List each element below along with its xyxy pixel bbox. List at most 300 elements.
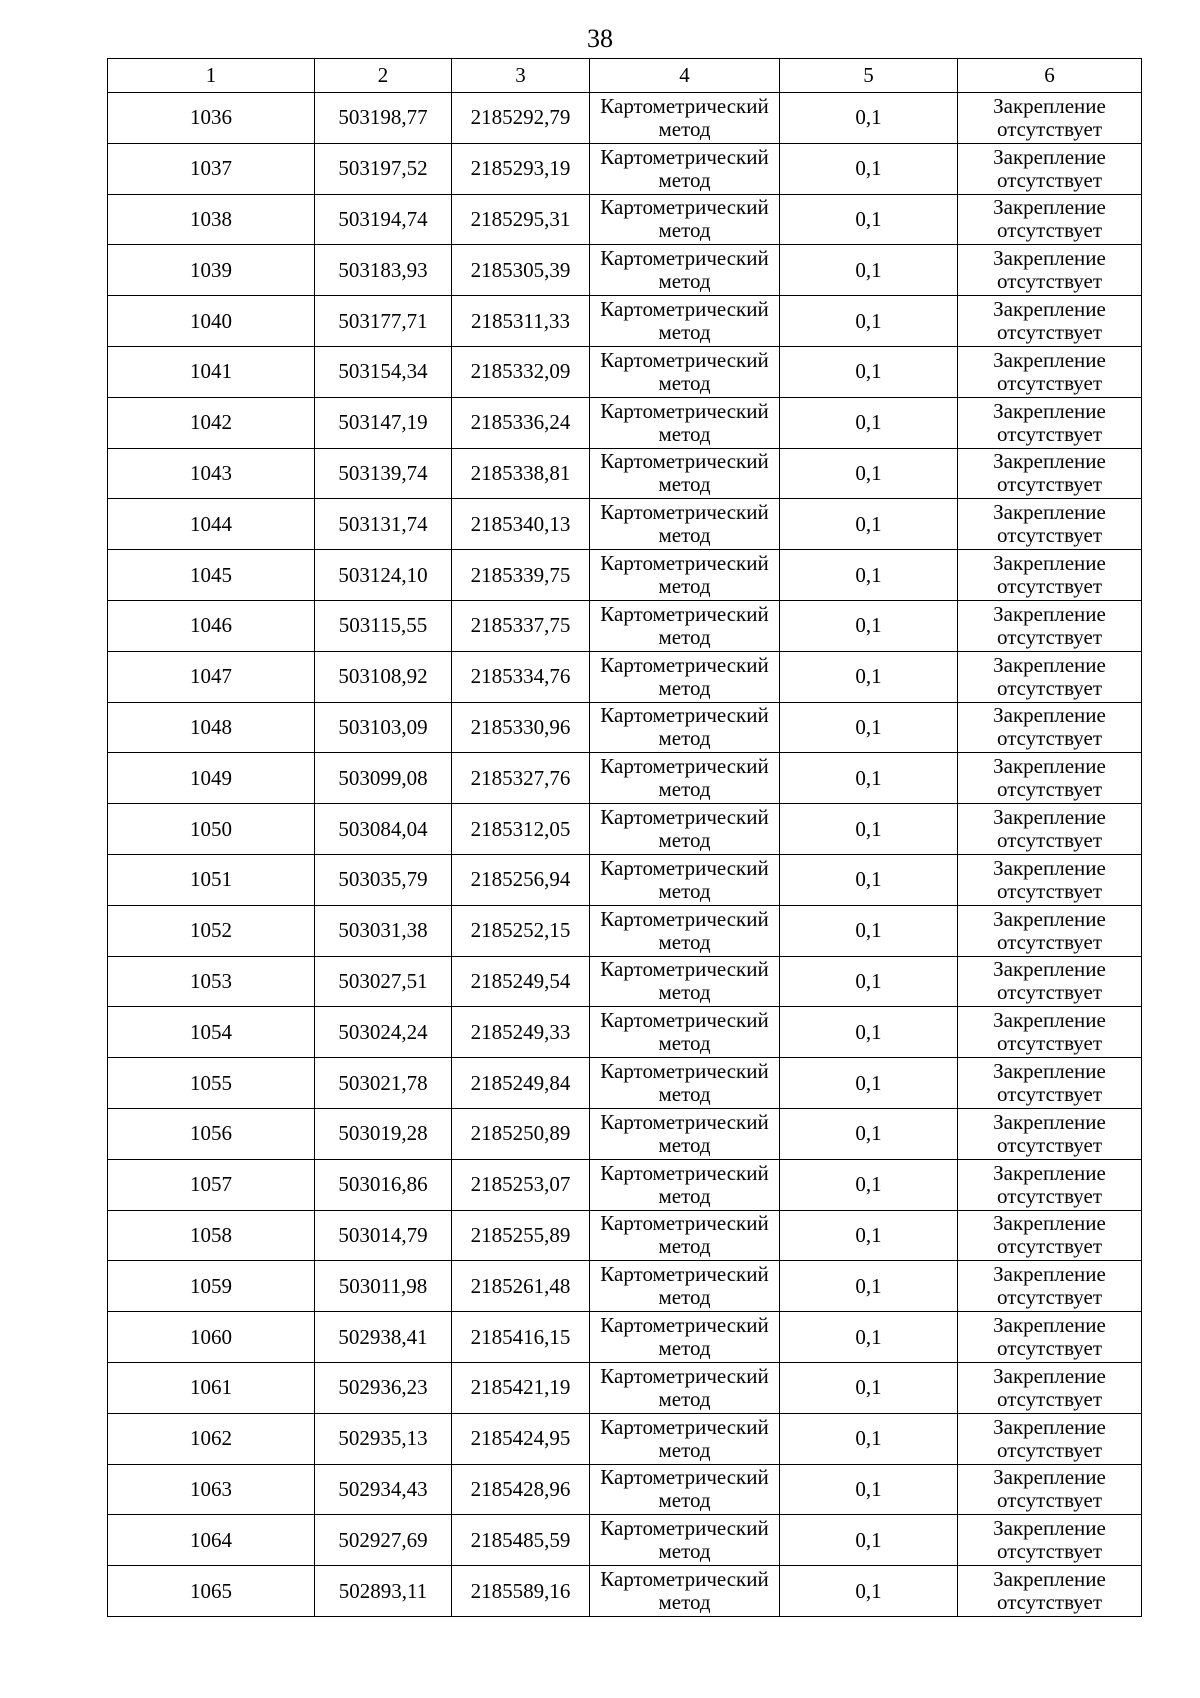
method-cell: [590, 753, 780, 804]
method-text: Картометрический: [600, 906, 769, 931]
fixing-text: отсутствует: [996, 828, 1103, 853]
x-coordinate-cell: 503103,09: [315, 702, 452, 753]
point-number-cell: 1055: [108, 1058, 315, 1109]
accuracy-cell: 0,1: [780, 753, 958, 804]
fixing-text: отсутствует: [996, 1386, 1103, 1411]
x-coordinate-cell: 503084,04: [315, 804, 452, 855]
accuracy-cell: 0,1: [780, 93, 958, 144]
y-coordinate-cell: 2185338,81: [452, 448, 590, 499]
fixing-text: Закрепление: [993, 652, 1106, 677]
table-row: [108, 651, 1142, 702]
method-cell: [590, 1108, 780, 1159]
accuracy-cell: 0,1: [780, 651, 958, 702]
method-cell: [590, 143, 780, 194]
method-text: Картометрический: [600, 1211, 769, 1236]
table-body: [108, 93, 1142, 1617]
fixing-cell: [958, 1210, 1142, 1261]
table-row: [108, 93, 1142, 144]
x-coordinate-cell: 502935,13: [315, 1413, 452, 1464]
point-number-cell: 1052: [108, 905, 315, 956]
point-number-cell: 1040: [108, 296, 315, 347]
accuracy-cell: 0,1: [780, 1108, 958, 1159]
x-coordinate-cell: 502934,43: [315, 1464, 452, 1515]
accuracy-cell: 0,1: [780, 397, 958, 448]
fixing-cell: [958, 804, 1142, 855]
accuracy-cell: 0,1: [780, 1566, 958, 1617]
point-number-cell: 1060: [108, 1312, 315, 1363]
table-row: [108, 143, 1142, 194]
accuracy-cell: 0,1: [780, 245, 958, 296]
method-text: Картометрический: [600, 93, 769, 118]
table-row: [108, 1108, 1142, 1159]
accuracy-cell: 0,1: [780, 1413, 958, 1464]
fixing-text: Закрепление: [993, 1008, 1106, 1033]
accuracy-cell: 0,1: [780, 1007, 958, 1058]
header-col-4: 4: [590, 59, 780, 93]
page-number: 38: [587, 24, 613, 53]
point-number-cell: 1062: [108, 1413, 315, 1464]
method-text: метод: [658, 980, 711, 1005]
point-number-cell: 1059: [108, 1261, 315, 1312]
method-cell: [590, 397, 780, 448]
point-number-cell: 1037: [108, 143, 315, 194]
method-text: Картометрический: [600, 246, 769, 271]
fixing-text: отсутствует: [996, 1539, 1103, 1564]
method-text: метод: [658, 218, 711, 243]
point-number-cell: 1045: [108, 550, 315, 601]
header-col-1: 1: [108, 59, 315, 93]
table-row: [108, 245, 1142, 296]
point-number-cell: 1065: [108, 1566, 315, 1617]
y-coordinate-cell: 2185330,96: [452, 702, 590, 753]
fixing-cell: [958, 1261, 1142, 1312]
y-coordinate-cell: 2185334,76: [452, 651, 590, 702]
table-row: [108, 905, 1142, 956]
fixing-text: Закрепление: [993, 1516, 1106, 1541]
y-coordinate-cell: 2185421,19: [452, 1362, 590, 1413]
method-text: метод: [658, 1285, 711, 1310]
method-text: метод: [658, 472, 711, 497]
x-coordinate-cell: 503014,79: [315, 1210, 452, 1261]
method-cell: [590, 1515, 780, 1566]
point-number-cell: 1039: [108, 245, 315, 296]
point-number-cell: 1064: [108, 1515, 315, 1566]
method-text: Картометрический: [600, 1160, 769, 1185]
x-coordinate-cell: 503139,74: [315, 448, 452, 499]
point-number-cell: 1047: [108, 651, 315, 702]
accuracy-cell: 0,1: [780, 702, 958, 753]
method-text: метод: [658, 1437, 711, 1462]
fixing-text: Закрепление: [993, 805, 1106, 830]
fixing-text: Закрепление: [993, 957, 1106, 982]
method-cell: [590, 1464, 780, 1515]
method-text: метод: [658, 624, 711, 649]
x-coordinate-cell: 502927,69: [315, 1515, 452, 1566]
fixing-cell: [958, 1159, 1142, 1210]
y-coordinate-cell: 2185253,07: [452, 1159, 590, 1210]
method-cell: [590, 296, 780, 347]
method-cell: [590, 93, 780, 144]
method-cell: [590, 1566, 780, 1617]
accuracy-cell: 0,1: [780, 499, 958, 550]
point-number-cell: 1038: [108, 194, 315, 245]
method-cell: [590, 905, 780, 956]
x-coordinate-cell: 503194,74: [315, 194, 452, 245]
y-coordinate-cell: 2185249,54: [452, 956, 590, 1007]
table-row: [108, 296, 1142, 347]
fixing-text: Закрепление: [993, 1465, 1106, 1490]
accuracy-cell: 0,1: [780, 448, 958, 499]
x-coordinate-cell: 503035,79: [315, 854, 452, 905]
table-row: [108, 346, 1142, 397]
accuracy-cell: 0,1: [780, 1464, 958, 1515]
method-text: Картометрический: [600, 1109, 769, 1134]
fixing-text: отсутствует: [996, 675, 1103, 700]
header-col-5: 5: [780, 59, 958, 93]
x-coordinate-cell: 503177,71: [315, 296, 452, 347]
accuracy-cell: 0,1: [780, 854, 958, 905]
method-cell: [590, 702, 780, 753]
accuracy-cell: 0,1: [780, 550, 958, 601]
point-number-cell: 1050: [108, 804, 315, 855]
fixing-text: Закрепление: [993, 195, 1106, 220]
fixing-text: отсутствует: [996, 116, 1103, 141]
accuracy-cell: 0,1: [780, 804, 958, 855]
method-text: метод: [658, 421, 711, 446]
y-coordinate-cell: 2185428,96: [452, 1464, 590, 1515]
header-row: [108, 59, 1142, 93]
accuracy-cell: 0,1: [780, 296, 958, 347]
method-text: метод: [658, 878, 711, 903]
fixing-text: Закрепление: [993, 246, 1106, 271]
accuracy-cell: 0,1: [780, 600, 958, 651]
point-number-cell: 1042: [108, 397, 315, 448]
fixing-text: Закрепление: [993, 1160, 1106, 1185]
y-coordinate-cell: 2185340,13: [452, 499, 590, 550]
method-text: метод: [658, 1082, 711, 1107]
method-text: метод: [658, 1336, 711, 1361]
method-text: Картометрический: [600, 1262, 769, 1287]
method-cell: [590, 245, 780, 296]
fixing-cell: [958, 1566, 1142, 1617]
fixing-cell: [958, 1312, 1142, 1363]
fixing-cell: [958, 600, 1142, 651]
fixing-cell: [958, 245, 1142, 296]
method-text: метод: [658, 1386, 711, 1411]
table-row: [108, 1210, 1142, 1261]
point-number-cell: 1043: [108, 448, 315, 499]
y-coordinate-cell: 2185249,84: [452, 1058, 590, 1109]
point-number-cell: 1058: [108, 1210, 315, 1261]
method-text: Картометрический: [600, 1465, 769, 1490]
fixing-cell: [958, 702, 1142, 753]
method-text: метод: [658, 370, 711, 395]
method-text: метод: [658, 1539, 711, 1564]
y-coordinate-cell: 2185311,33: [452, 296, 590, 347]
fixing-text: отсутствует: [996, 624, 1103, 649]
fixing-text: Закрепление: [993, 449, 1106, 474]
accuracy-cell: 0,1: [780, 1261, 958, 1312]
fixing-cell: [958, 1007, 1142, 1058]
method-cell: [590, 194, 780, 245]
method-text: Картометрический: [600, 601, 769, 626]
fixing-text: Закрепление: [993, 1262, 1106, 1287]
fixing-text: отсутствует: [996, 878, 1103, 903]
fixing-text: Закрепление: [993, 398, 1106, 423]
y-coordinate-cell: 2185256,94: [452, 854, 590, 905]
x-coordinate-cell: 503115,55: [315, 600, 452, 651]
point-number-cell: 1057: [108, 1159, 315, 1210]
method-cell: [590, 1312, 780, 1363]
method-cell: [590, 1007, 780, 1058]
table-row: [108, 956, 1142, 1007]
point-number-cell: 1056: [108, 1108, 315, 1159]
y-coordinate-cell: 2185249,33: [452, 1007, 590, 1058]
method-cell: [590, 346, 780, 397]
fixing-cell: [958, 397, 1142, 448]
fixing-text: отсутствует: [996, 1183, 1103, 1208]
method-text: метод: [658, 1031, 711, 1056]
accuracy-cell: 0,1: [780, 1515, 958, 1566]
y-coordinate-cell: 2185337,75: [452, 600, 590, 651]
table-row: [108, 1413, 1142, 1464]
fixing-text: Закрепление: [993, 601, 1106, 626]
fixing-text: отсутствует: [996, 1031, 1103, 1056]
x-coordinate-cell: 503021,78: [315, 1058, 452, 1109]
table-row: [108, 1566, 1142, 1617]
fixing-text: отсутствует: [996, 1234, 1103, 1259]
method-text: Картометрический: [600, 652, 769, 677]
fixing-text: Закрепление: [993, 93, 1106, 118]
fixing-cell: [958, 651, 1142, 702]
fixing-text: Закрепление: [993, 1211, 1106, 1236]
table-row: [108, 550, 1142, 601]
fixing-text: Закрепление: [993, 1567, 1106, 1591]
method-text: метод: [658, 1590, 711, 1614]
y-coordinate-cell: 2185252,15: [452, 905, 590, 956]
method-text: Картометрический: [600, 957, 769, 982]
fixing-cell: [958, 346, 1142, 397]
method-text: Картометрический: [600, 500, 769, 525]
fixing-text: Закрепление: [993, 1363, 1106, 1388]
point-number-cell: 1046: [108, 600, 315, 651]
method-text: метод: [658, 116, 711, 141]
fixing-cell: [958, 1413, 1142, 1464]
fixing-text: отсутствует: [996, 726, 1103, 751]
y-coordinate-cell: 2185261,48: [452, 1261, 590, 1312]
fixing-cell: [958, 550, 1142, 601]
method-cell: [590, 956, 780, 1007]
fixing-cell: [958, 956, 1142, 1007]
fixing-text: отсутствует: [996, 421, 1103, 446]
method-text: Картометрический: [600, 1313, 769, 1338]
accuracy-cell: 0,1: [780, 956, 958, 1007]
fixing-text: отсутствует: [996, 1590, 1103, 1614]
y-coordinate-cell: 2185255,89: [452, 1210, 590, 1261]
accuracy-cell: 0,1: [780, 1058, 958, 1109]
fixing-text: отсутствует: [996, 320, 1103, 345]
fixing-cell: [958, 1058, 1142, 1109]
fixing-text: Закрепление: [993, 1059, 1106, 1084]
y-coordinate-cell: 2185295,31: [452, 194, 590, 245]
fixing-text: отсутствует: [996, 370, 1103, 395]
method-text: Картометрический: [600, 398, 769, 423]
x-coordinate-cell: 502893,11: [315, 1566, 452, 1617]
y-coordinate-cell: 2185416,15: [452, 1312, 590, 1363]
table-row: [108, 499, 1142, 550]
y-coordinate-cell: 2185589,16: [452, 1566, 590, 1617]
header-col-3: 3: [452, 59, 590, 93]
fixing-text: отсутствует: [996, 1336, 1103, 1361]
fixing-text: отсутствует: [996, 1488, 1103, 1513]
point-number-cell: 1051: [108, 854, 315, 905]
fixing-text: отсутствует: [996, 574, 1103, 599]
table-row: [108, 600, 1142, 651]
accuracy-cell: 0,1: [780, 143, 958, 194]
accuracy-cell: 0,1: [780, 1159, 958, 1210]
method-text: метод: [658, 1488, 711, 1513]
method-text: Картометрический: [600, 805, 769, 830]
fixing-text: Закрепление: [993, 855, 1106, 880]
table-row: [108, 1362, 1142, 1413]
fixing-text: отсутствует: [996, 167, 1103, 192]
table-row: [108, 1058, 1142, 1109]
method-text: метод: [658, 1132, 711, 1157]
header-col-6: 6: [958, 59, 1142, 93]
point-number-cell: 1054: [108, 1007, 315, 1058]
fixing-cell: [958, 143, 1142, 194]
x-coordinate-cell: 503154,34: [315, 346, 452, 397]
fixing-text: Закрепление: [993, 297, 1106, 322]
fixing-text: Закрепление: [993, 1313, 1106, 1338]
fixing-text: Закрепление: [993, 500, 1106, 525]
method-cell: [590, 1362, 780, 1413]
x-coordinate-cell: 503131,74: [315, 499, 452, 550]
y-coordinate-cell: 2185424,95: [452, 1413, 590, 1464]
x-coordinate-cell: 502936,23: [315, 1362, 452, 1413]
table-row: [108, 1007, 1142, 1058]
accuracy-cell: 0,1: [780, 1362, 958, 1413]
fixing-text: отсутствует: [996, 929, 1103, 954]
x-coordinate-cell: 503027,51: [315, 956, 452, 1007]
method-cell: [590, 499, 780, 550]
table-row: [108, 194, 1142, 245]
method-text: метод: [658, 777, 711, 802]
method-text: метод: [658, 929, 711, 954]
x-coordinate-cell: 503197,52: [315, 143, 452, 194]
method-cell: [590, 550, 780, 601]
point-number-cell: 1048: [108, 702, 315, 753]
method-text: метод: [658, 1183, 711, 1208]
accuracy-cell: 0,1: [780, 905, 958, 956]
table-row: [108, 854, 1142, 905]
accuracy-cell: 0,1: [780, 1312, 958, 1363]
x-coordinate-cell: 503124,10: [315, 550, 452, 601]
x-coordinate-cell: 503016,86: [315, 1159, 452, 1210]
fixing-text: Закрепление: [993, 551, 1106, 576]
fixing-text: отсутствует: [996, 777, 1103, 802]
table-header: [108, 59, 1142, 93]
point-number-cell: 1049: [108, 753, 315, 804]
method-text: Картометрический: [600, 551, 769, 576]
fixing-text: отсутствует: [996, 1437, 1103, 1462]
fixing-text: Закрепление: [993, 144, 1106, 169]
table-row: [108, 702, 1142, 753]
y-coordinate-cell: 2185312,05: [452, 804, 590, 855]
fixing-cell: [958, 499, 1142, 550]
fixing-text: отсутствует: [996, 472, 1103, 497]
method-text: Картометрический: [600, 1516, 769, 1541]
method-cell: [590, 1413, 780, 1464]
method-cell: [590, 854, 780, 905]
x-coordinate-cell: 503011,98: [315, 1261, 452, 1312]
fixing-cell: [958, 1464, 1142, 1515]
y-coordinate-cell: 2185305,39: [452, 245, 590, 296]
method-text: Картометрический: [600, 1363, 769, 1388]
table-row: [108, 1159, 1142, 1210]
method-text: Картометрический: [600, 195, 769, 220]
fixing-cell: [958, 854, 1142, 905]
table-row: [108, 1464, 1142, 1515]
fixing-cell: [958, 1362, 1142, 1413]
method-cell: [590, 1261, 780, 1312]
x-coordinate-cell: 503019,28: [315, 1108, 452, 1159]
method-text: Картометрический: [600, 1567, 769, 1591]
method-text: Картометрический: [600, 1059, 769, 1084]
method-text: метод: [658, 523, 711, 548]
method-text: метод: [658, 320, 711, 345]
point-number-cell: 1053: [108, 956, 315, 1007]
method-text: Картометрический: [600, 703, 769, 728]
fixing-cell: [958, 448, 1142, 499]
fixing-text: Закрепление: [993, 906, 1106, 931]
fixing-text: Закрепление: [993, 754, 1106, 779]
fixing-cell: [958, 753, 1142, 804]
fixing-cell: [958, 1515, 1142, 1566]
fixing-text: Закрепление: [993, 1414, 1106, 1439]
method-text: метод: [658, 828, 711, 853]
fixing-cell: [958, 905, 1142, 956]
method-cell: [590, 448, 780, 499]
x-coordinate-cell: 503099,08: [315, 753, 452, 804]
y-coordinate-cell: 2185250,89: [452, 1108, 590, 1159]
y-coordinate-cell: 2185293,19: [452, 143, 590, 194]
table-row: [108, 1261, 1142, 1312]
fixing-text: Закрепление: [993, 1109, 1106, 1134]
method-text: Картометрический: [600, 347, 769, 372]
fixing-text: отсутствует: [996, 218, 1103, 243]
method-text: Картометрический: [600, 1414, 769, 1439]
x-coordinate-cell: 503024,24: [315, 1007, 452, 1058]
table-row: [108, 804, 1142, 855]
fixing-text: отсутствует: [996, 1082, 1103, 1107]
method-text: метод: [658, 167, 711, 192]
accuracy-cell: 0,1: [780, 1210, 958, 1261]
method-text: Картометрический: [600, 1008, 769, 1033]
coordinates-table: [107, 58, 1142, 1617]
fixing-cell: [958, 194, 1142, 245]
y-coordinate-cell: 2185327,76: [452, 753, 590, 804]
header-col-2: 2: [315, 59, 452, 93]
fixing-text: отсутствует: [996, 980, 1103, 1005]
method-cell: [590, 600, 780, 651]
method-cell: [590, 1058, 780, 1109]
table-row: [108, 397, 1142, 448]
fixing-text: отсутствует: [996, 269, 1103, 294]
fixing-cell: [958, 1108, 1142, 1159]
y-coordinate-cell: 2185332,09: [452, 346, 590, 397]
y-coordinate-cell: 2185292,79: [452, 93, 590, 144]
